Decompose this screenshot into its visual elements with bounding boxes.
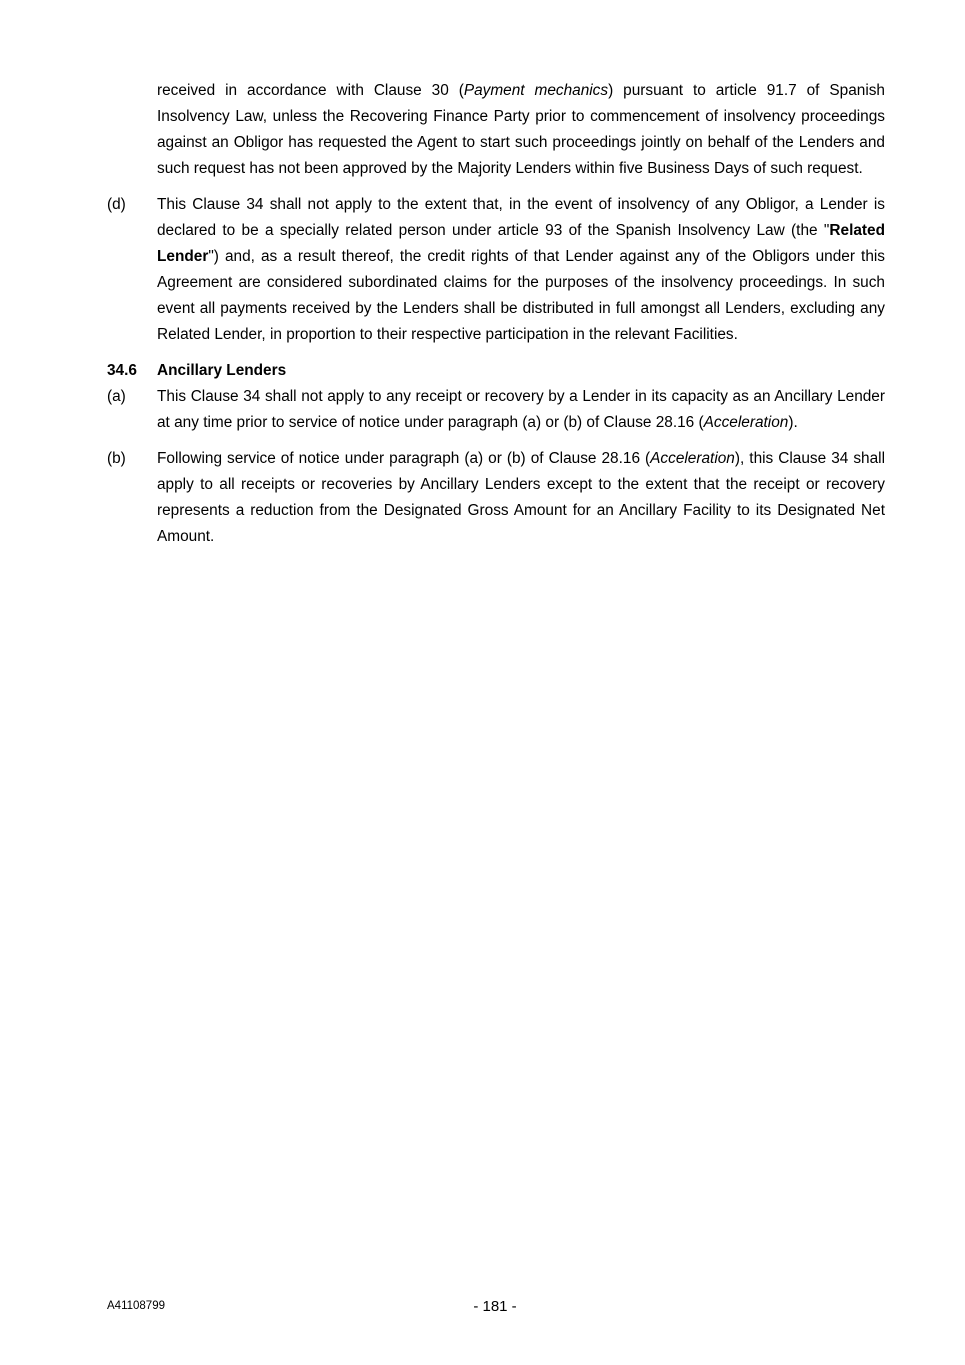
paragraph-text-2: ), this Clause 34 shall apply to all receipts or recoveries by Ancillary Lenders except to the extent that the receipt or recovery represents a reduction from the Designated Gross Amount for an Ancillary Facility to its Designated Net Amount.	[157, 450, 885, 545]
clause-reference: Acceleration	[650, 450, 735, 467]
continuation-text-1: received in accordance with Clause 30 (	[157, 82, 464, 99]
document-body	[107, 78, 885, 560]
continuation-paragraph	[157, 78, 885, 182]
continuation-text-2: ) pursuant to article 91.7 of Spanish Insolvency Law, unless the Recovering Finance Party prior to commencement of insolvency proceedings against an Obligor has requested the Agent to start such proceedings jointly on behalf of the Lenders and such request has not been approved by the Majority Lenders within five Business Days of such request.	[157, 82, 885, 177]
section-number: 34.6	[107, 362, 137, 379]
paragraph-text-2: ).	[788, 414, 798, 431]
paragraph-text-1: Following service of notice under paragraph (a) or (b) of Clause 28.16 (	[157, 450, 651, 467]
paragraph-text	[157, 446, 885, 550]
paragraph-a	[107, 384, 885, 436]
paragraph-text-1: This Clause 34 shall not apply to any receipt or recovery by a Lender in its capacity as an Ancillary Lender at any time prior to service of notice under paragraph (a) or (b) of Clause 28.16 (	[157, 388, 885, 431]
defined-term: Related Lender	[157, 222, 885, 265]
paragraph-text	[157, 192, 885, 348]
paragraph-label: (d)	[107, 196, 126, 213]
document-reference: A41108799	[107, 1300, 165, 1312]
paragraph-label: (b)	[107, 450, 126, 467]
clause-reference: Payment mechanics	[463, 82, 609, 99]
section-heading	[107, 358, 885, 384]
paragraph-text	[157, 384, 885, 436]
paragraph-text-2: ") and, as a result thereof, the credit rights of that Lender against any of the Obligors under this Agreement are considered subordinated claims for the purposes of the insolvency proceedings. In such event all payments received by the Lenders shall be distributed in full amongst all Lenders, excluding any Related Lender, in proportion to their respective participation in the relevant Facilities.	[157, 248, 885, 343]
paragraph-text-1: This Clause 34 shall not apply to the extent that, in the event of insolvency of any Obligor, a Lender is declared to be a specially related person under article 93 of the Spanish Insolvency Law (the "	[157, 196, 885, 239]
section-title: Ancillary Lenders	[157, 362, 287, 379]
paragraph-label: (a)	[107, 388, 126, 405]
page-number: - 181 -	[473, 1298, 517, 1315]
clause-reference: Acceleration	[703, 414, 789, 431]
paragraph-b	[107, 446, 885, 550]
paragraph-d	[107, 192, 885, 348]
